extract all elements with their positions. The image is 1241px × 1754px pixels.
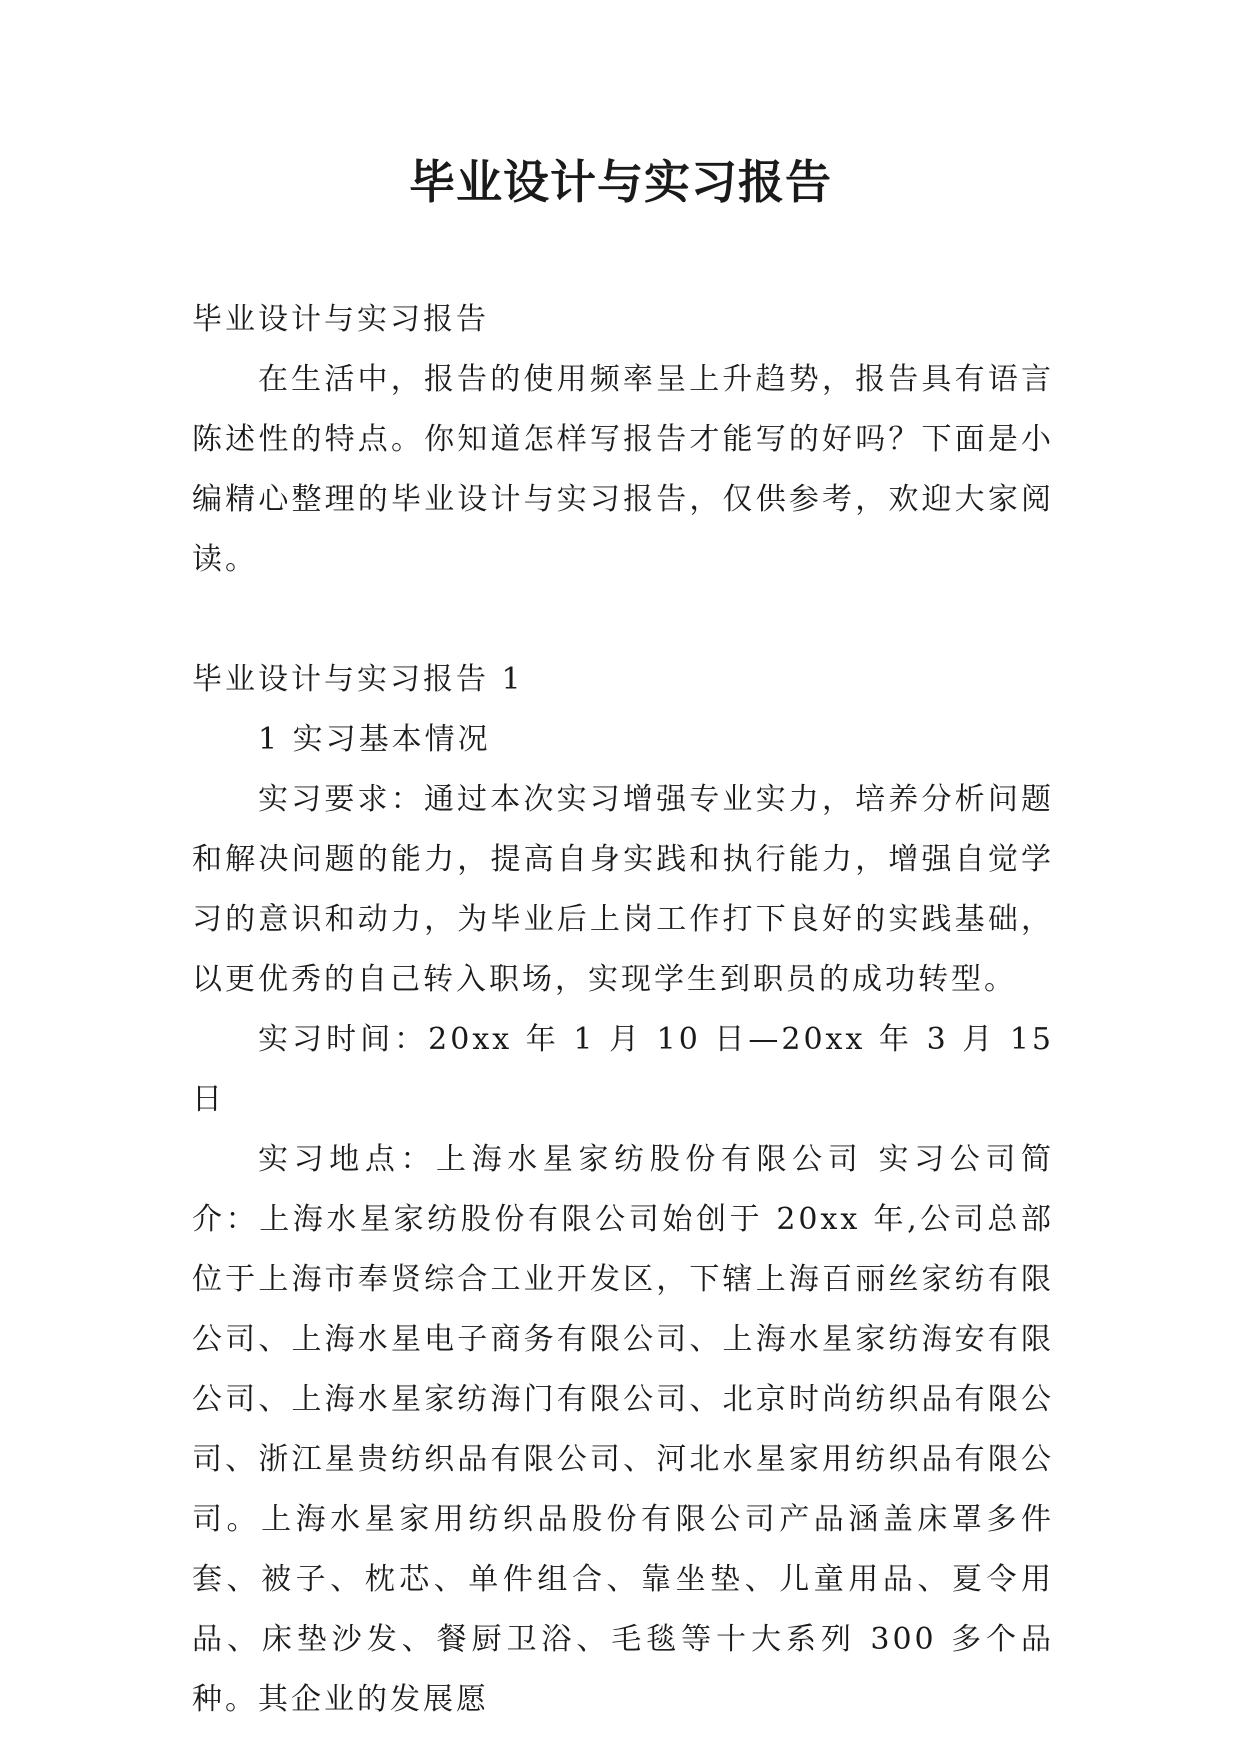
intro-paragraph: 在生活中，报告的使用频率呈上升趋势，报告具有语言陈述性的特点。你知道怎样写报告才能写的好吗？下面是小编精心整理的毕业设计与实习报告，仅供参考，欢迎大家阅读。 [192, 362, 1054, 577]
time-paragraph: 实习时间：20xx 年 1 月 10 日—20xx 年 3 月 15 日 [192, 1022, 1054, 1117]
requirements-paragraph: 实习要求：通过本次实习增强专业实力，培养分析问题和解决问题的能力，提高自身实践和执行能力，增强自觉学习的意识和动力，为毕业后上岗工作打下良好的实践基础，以更优秀的自己转入职场，实现学生到职员的成功转型。 [192, 782, 1054, 997]
document-subtitle: 毕业设计与实习报告 [192, 302, 489, 337]
document-body [192, 290, 1054, 1730]
document-title: 毕业设计与实习报告 [409, 155, 832, 209]
location-paragraph: 实习地点：上海水星家纺股份有限公司 实习公司简介：上海水星家纺股份有限公司始创于 20xx 年,公司总部位于上海市奉贤综合工业开发区，下辖上海百丽丝家纺有限公司、上海水星电子商务有限公司、上海水星家纺海安有限公司、上海水星家纺海门有限公司、北京时尚纺织品有限公司、浙江星贵纺织品有限公司、河北水星家用纺织品有限公司。上海水星家用纺织品股份有限公司产品涵盖床罩多件套、被子、枕芯、单件组合、靠坐垫、儿童用品、夏令用品、床垫沙发、餐厨卫浴、毛毯等十大系列 300 多个品种。其企业的发展愿 [192, 1142, 1054, 1717]
subsection-heading: 1 实习基本情况 [258, 722, 491, 757]
section-heading: 毕业设计与实习报告 1 [192, 662, 524, 697]
